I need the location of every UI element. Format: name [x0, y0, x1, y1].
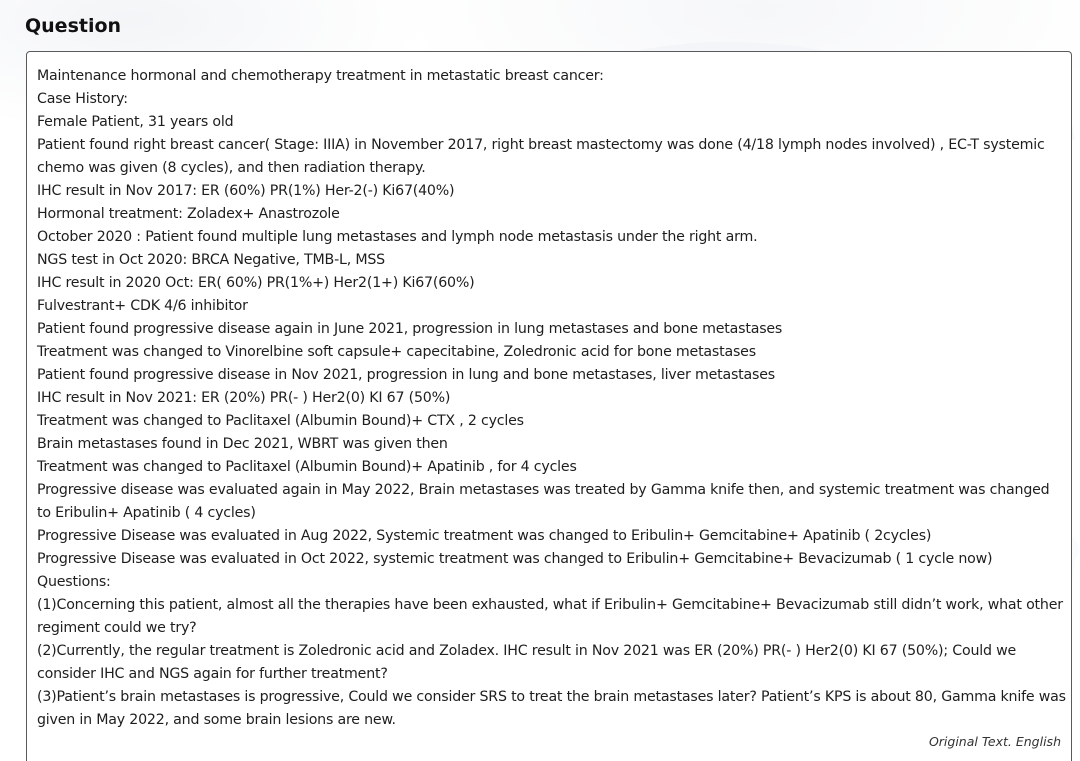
- question-line: (1)Concerning this patient, almost all the therapies have been exhausted, what if Eribulin+ Gemcitabine+ Bevacizumab still didn’t work, what other regiment could we try?: [37, 597, 1063, 636]
- question-line: October 2020 : Patient found multiple lung metastases and lymph node metastasis under the right arm.: [37, 229, 758, 245]
- question-line: Treatment was changed to Paclitaxel (Albumin Bound)+ CTX , 2 cycles: [37, 413, 524, 429]
- question-line: NGS test in Oct 2020: BRCA Negative, TMB-L, MSS: [37, 252, 385, 268]
- question-box: [26, 51, 1072, 761]
- question-line: (2)Currently, the regular treatment is Zoledronic acid and Zoladex. IHC result in Nov 2021 was ER (20%) PR(- ) Her2(0) KI 67 (50%); Could we consider IHC and NGS again for further treatment?: [37, 643, 1017, 682]
- question-line: Hormonal treatment: Zoladex+ Anastrozole: [37, 206, 340, 222]
- question-line: Patient found progressive disease again in June 2021, progression in lung metastases and bone metastases: [37, 321, 783, 337]
- question-line: Fulvestrant+ CDK 4/6 inhibitor: [37, 298, 248, 314]
- original-text-note: Original Text. English: [928, 734, 1061, 749]
- question-line: Treatment was changed to Vinorelbine soft capsule+ capecitabine, Zoledronic acid for bone metastases: [37, 344, 756, 360]
- question-line: Treatment was changed to Paclitaxel (Albumin Bound)+ Apatinib , for 4 cycles: [37, 459, 577, 475]
- question-line: IHC result in Nov 2017: ER (60%) PR(1%) Her-2(-) Ki67(40%): [37, 183, 455, 199]
- section-title: Question: [25, 15, 122, 37]
- question-line: Questions:: [37, 574, 111, 590]
- question-line: Brain metastases found in Dec 2021, WBRT was given then: [37, 436, 448, 452]
- question-line: Progressive disease was evaluated again in May 2022, Brain metastases was treated by Gamma knife then, and systemic treatment was changed to Eribulin+ Apatinib ( 4 cycles): [37, 482, 1050, 521]
- question-line: (3)Patient’s brain metastases is progressive, Could we consider SRS to treat the brain metastases later? Patient’s KPS is about 80, Gamma knife was given in May 2022, and some brain lesions are new.: [37, 689, 1066, 728]
- question-line: Maintenance hormonal and chemotherapy treatment in metastatic breast cancer:: [37, 68, 604, 84]
- question-line: Patient found progressive disease in Nov 2021, progression in lung and bone metastases, liver metastases: [37, 367, 775, 383]
- question-line: Progressive Disease was evaluated in Aug 2022, Systemic treatment was changed to Eribulin+ Gemcitabine+ Apatinib ( 2cycles): [37, 528, 932, 544]
- question-line: Progressive Disease was evaluated in Oct 2022, systemic treatment was changed to Eribulin+ Gemcitabine+ Bevacizumab ( 1 cycle now): [37, 551, 993, 567]
- question-line: IHC result in 2020 Oct: ER( 60%) PR(1%+) Her2(1+) Ki67(60%): [37, 275, 475, 291]
- question-line: IHC result in Nov 2021: ER (20%) PR(- ) Her2(0) KI 67 (50%): [37, 390, 451, 406]
- question-line: Case History:: [37, 91, 128, 107]
- question-body: [37, 65, 1067, 732]
- question-line: Patient found right breast cancer( Stage: IIIA) in November 2017, right breast mastectomy was done (4/18 lymph nodes involved) , EC-T systemic chemo was given (8 cycles), and then radiation therapy.: [37, 137, 1045, 176]
- question-line: Female Patient, 31 years old: [37, 114, 234, 130]
